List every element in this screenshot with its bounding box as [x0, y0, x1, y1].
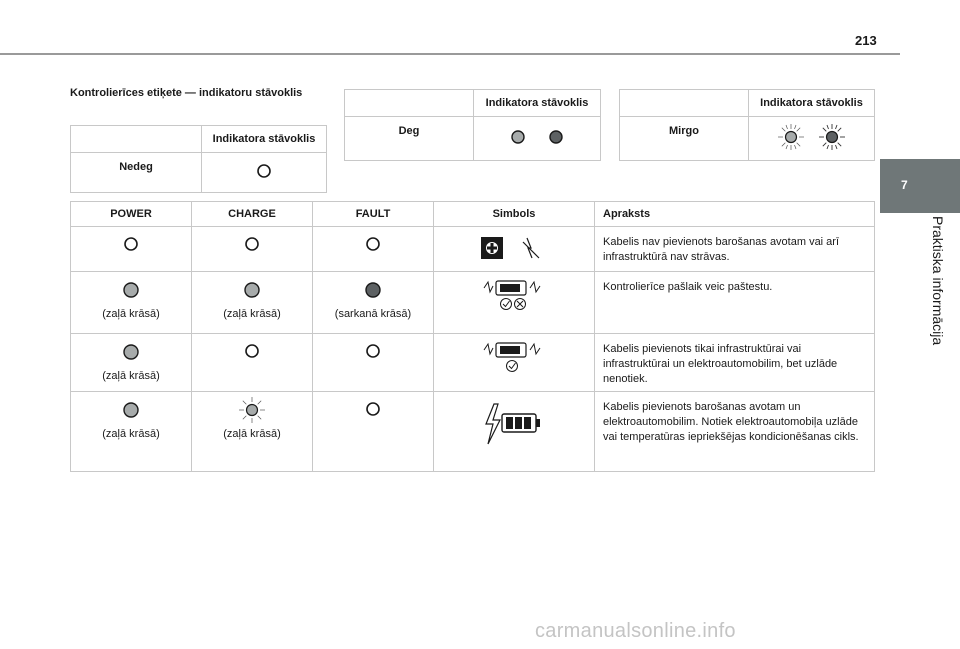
- cable-check-ok-fail-icon: [482, 278, 546, 312]
- fault-cell: [313, 334, 434, 392]
- led-caption: (zaļā krāsā): [102, 428, 160, 440]
- fault-cell: [313, 392, 434, 472]
- charge-cell: [192, 334, 313, 392]
- description-cell: Kontrolierīce pašlaik veic paštestu.: [595, 272, 875, 334]
- led-off-icon: [366, 344, 380, 358]
- symbol-cell: [434, 392, 595, 472]
- state-label: Nedeg: [71, 153, 202, 193]
- table-row: [71, 392, 875, 472]
- led-on-gray-icon: [123, 402, 139, 418]
- header-charge: CHARGE: [192, 202, 313, 227]
- led-on-gray-icon: [244, 282, 260, 298]
- state-icons: [202, 153, 327, 193]
- led-off-icon: [366, 237, 380, 251]
- header-description: Apraksts: [595, 202, 875, 227]
- empty-header-cell: [71, 126, 202, 153]
- header-fault: FAULT: [313, 202, 434, 227]
- led-blink-gray-icon: [238, 396, 266, 424]
- led-off-icon: [245, 344, 259, 358]
- led-caption: (sarkanā krāsā): [334, 308, 412, 320]
- symbol-cell: [434, 272, 595, 334]
- led-blink-gray-icon: [777, 123, 805, 151]
- state-table-on: [344, 89, 601, 161]
- indicator-table: [70, 201, 875, 472]
- state-table-blink: [619, 89, 875, 161]
- fault-cell: [313, 227, 434, 272]
- state-header: Indikatora stāvoklis: [202, 126, 327, 153]
- header-rule: [0, 53, 900, 55]
- state-header: Indikatora stāvoklis: [474, 90, 601, 117]
- power-cell: [71, 392, 192, 472]
- led-caption: (zaļā krāsā): [223, 308, 281, 320]
- section-title: Kontrolierīces etiķete — indikatoru stāvoklis: [70, 87, 303, 99]
- state-table-off: [70, 125, 327, 193]
- header-power: POWER: [71, 202, 192, 227]
- charge-cell: [192, 227, 313, 272]
- led-on-gray-icon: [123, 282, 139, 298]
- led-blink-dark-icon: [818, 123, 846, 151]
- power-cell: [71, 334, 192, 392]
- charge-cell: [192, 272, 313, 334]
- symbol-cell: [434, 334, 595, 392]
- led-off-icon: [257, 164, 271, 178]
- led-caption: (zaļā krāsā): [102, 370, 160, 382]
- led-caption: (zaļā krāsā): [223, 428, 281, 440]
- led-caption: (zaļā krāsā): [102, 308, 160, 320]
- power-cell: [71, 227, 192, 272]
- empty-header-cell: [620, 90, 749, 117]
- description-cell: Kabelis nav pievienots barošanas avotam vai arī infrastruktūrā nav strāvas.: [595, 227, 875, 272]
- led-off-icon: [124, 237, 138, 251]
- chapter-tab-number: 7: [901, 178, 908, 192]
- led-on-gray-icon: [511, 130, 525, 144]
- header-symbol: Simbols: [434, 202, 595, 227]
- state-icons: [749, 117, 875, 161]
- state-header: Indikatora stāvoklis: [749, 90, 875, 117]
- footer-watermark: carmanualsonline.info: [535, 620, 736, 642]
- led-on-gray-icon: [123, 344, 139, 360]
- description-cell: Kabelis pievienots tikai infrastruktūrai vai infrastruktūrai un elektroautomobilim, bet uzlāde nenotiek.: [595, 334, 875, 392]
- table-row: [71, 272, 875, 334]
- state-icons: [474, 117, 601, 161]
- cable-check-ok-icon: [482, 340, 546, 374]
- chapter-title: Praktiska informācija: [930, 216, 946, 346]
- state-label: Mirgo: [620, 117, 749, 161]
- led-on-dark-icon: [365, 282, 381, 298]
- fault-cell: [313, 272, 434, 334]
- table-row: [71, 334, 875, 392]
- plug-and-no-power-icon: [479, 234, 549, 264]
- symbol-cell: [434, 227, 595, 272]
- chapter-tab[interactable]: [880, 159, 960, 213]
- page-number: 213: [855, 33, 877, 48]
- led-off-icon: [366, 402, 380, 416]
- empty-header-cell: [345, 90, 474, 117]
- led-on-dark-icon: [549, 130, 563, 144]
- table-row: [71, 227, 875, 272]
- battery-charging-icon: [482, 400, 546, 450]
- description-cell: Kabelis pievienots barošanas avotam un elektroautomobilim. Notiek elektroautomobiļa uzlāde vai temperatūras iepriekšējas kondicionēšanas cikls.: [595, 392, 875, 472]
- power-cell: [71, 272, 192, 334]
- led-off-icon: [245, 237, 259, 251]
- charge-cell: [192, 392, 313, 472]
- state-label: Deg: [345, 117, 474, 161]
